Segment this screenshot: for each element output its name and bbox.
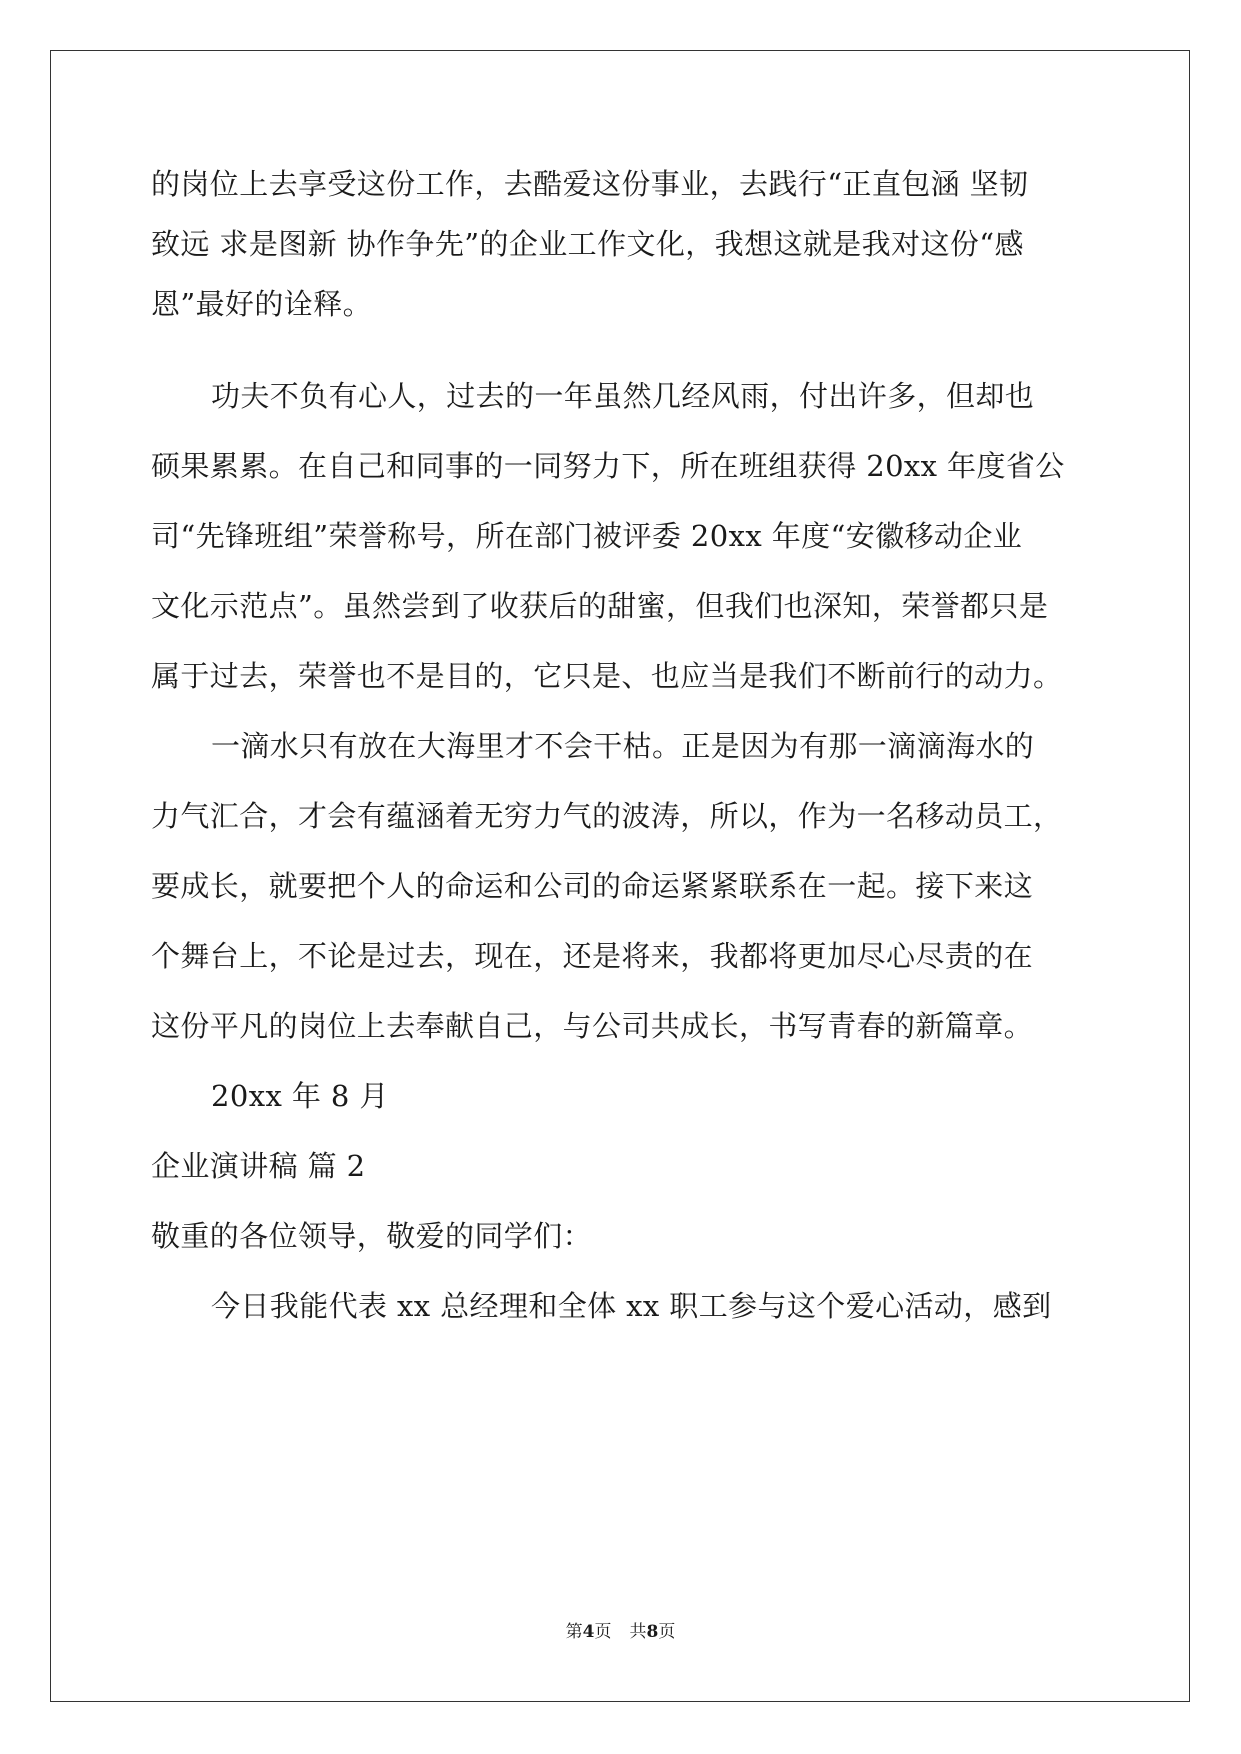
text-line: 要成长，就要把个人的命运和公司的命运紧紧联系在一起。接下来这 [151, 869, 1034, 903]
salutation: 敬重的各位领导，敬爱的同学们： [151, 1219, 593, 1253]
date-line: 20xx 年 8 月 [211, 1079, 389, 1113]
text-line: 力气汇合，才会有蕴涵着无穷力气的波涛，所以，作为一名移动员工， [151, 799, 1063, 833]
text-line: 的岗位上去享受这份工作，去酷爱这份事业，去践行“正直包涵 坚韧 [151, 167, 1029, 201]
text-line: 硕果累累。在自己和同事的一同努力下，所在班组获得 20xx 年度省公 [151, 449, 1065, 483]
footer-total-suffix: 页 [658, 1622, 676, 1642]
text-line: 今日我能代表 xx 总经理和全体 xx 职工参与这个爱心活动，感到 [211, 1289, 1052, 1323]
text-line: 这份平凡的岗位上去奉献自己，与公司共成长，书写青春的新篇章。 [151, 1009, 1034, 1043]
footer-page-suffix: 页 [594, 1622, 612, 1642]
text-line: 司“先锋班组”荣誉称号，所在部门被评委 20xx 年度“安徽移动企业 [151, 519, 1023, 553]
page-total: 8 [646, 1622, 659, 1642]
text-line: 致远 求是图新 协作争先”的企业工作文化，我想这就是我对这份“感 [151, 227, 1024, 261]
text-line: 属于过去，荣誉也不是目的，它只是、也应当是我们不断前行的动力。 [151, 659, 1063, 693]
page-footer [0, 1620, 1241, 1644]
text-line: 一滴水只有放在大海里才不会干枯。正是因为有那一滴滴海水的 [211, 729, 1035, 763]
page-number: 4 [582, 1622, 595, 1642]
text-line: 功夫不负有心人，过去的一年虽然几经风雨，付出许多，但却也 [211, 379, 1035, 413]
text-line: 恩”最好的诠释。 [151, 287, 373, 321]
footer-prefix: 第 [565, 1622, 583, 1642]
text-line: 个舞台上，不论是过去，现在，还是将来，我都将更加尽心尽责的在 [151, 939, 1034, 973]
footer-total-prefix: 共 [629, 1622, 647, 1642]
section-heading: 企业演讲稿 篇 2 [151, 1149, 366, 1183]
text-line: 文化示范点”。虽然尝到了收获后的甜蜜，但我们也深知，荣誉都只是 [151, 589, 1049, 623]
